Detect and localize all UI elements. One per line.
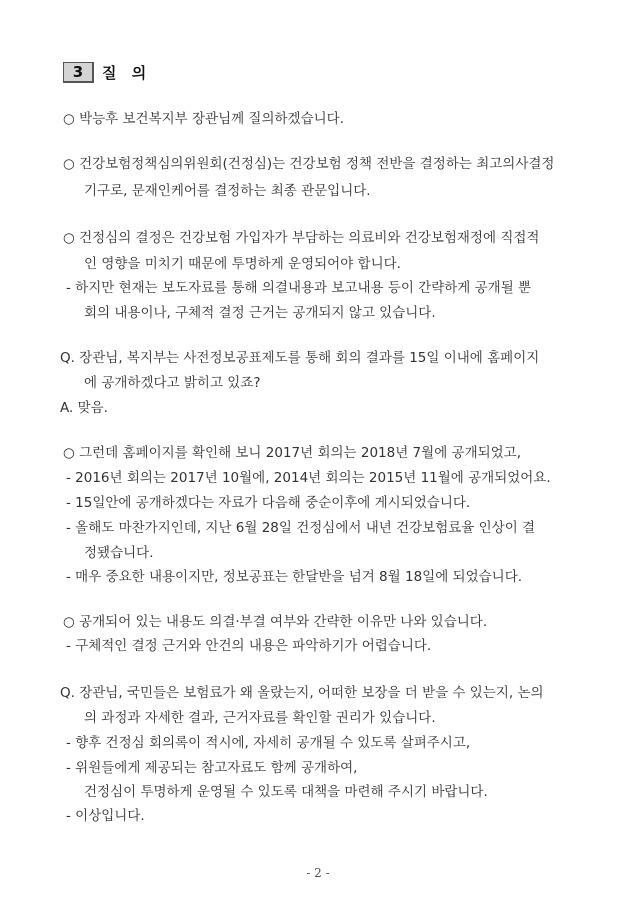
text-line: - 2016년 회의는 2017년 10월에, 2014년 회의는 2015년 11월에 공개되었어요.: [66, 470, 551, 486]
text-line: ○ 그런데 홈페이지를 확인해 보니 2017년 회의는 2018년 7월에 공개되었고,: [63, 445, 522, 461]
text-line: - 하지만 현재는 보도자료를 통해 의결내용과 보고내용 등이 간략하게 공개될 뿐: [66, 280, 532, 296]
text-line: 의 과정과 자세한 결과, 근거자료를 확인할 권리가 있습니다.: [84, 710, 436, 726]
text-line: - 15일안에 공개하겠다는 자료가 다음해 중순이후에 게시되었습니다.: [66, 495, 471, 511]
text-line: - 매우 중요한 내용이지만, 정보공표는 한달반을 넘겨 8월 18일에 되었습니다.: [66, 569, 523, 585]
text-line: ○ 박능후 보건복지부 장관님께 질의하겠습니다.: [63, 111, 345, 127]
text-line: 에 공개하겠다고 밝히고 있죠?: [84, 375, 261, 391]
text-line: Q. 장관님, 복지부는 사전정보공표제도를 통해 회의 결과를 15일 이내에 홈페이지: [60, 350, 540, 366]
text-line: 기구로, 문재인케어를 결정하는 최종 관문입니다.: [84, 183, 371, 199]
text-line: Q. 장관님, 국민들은 보험료가 왜 올랐는지, 어떠한 보장을 더 받을 수 있는지, 논의: [60, 685, 544, 701]
section-heading: [63, 62, 151, 83]
text-line: 정됐습니다.: [84, 545, 154, 561]
text-line: - 이상입니다.: [66, 808, 145, 824]
text-line: A. 맞음.: [60, 400, 108, 416]
text-line: - 올해도 마찬가지인데, 지난 6월 28일 건정심에서 내년 건강보험료율 인상이 결: [66, 520, 536, 536]
text-line: ○ 건정심의 결정은 건강보험 가입자가 부담하는 의료비와 건강보험재정에 직접적: [63, 230, 540, 246]
section-number-box: 3: [63, 62, 94, 83]
text-line: - 위원들에게 제공되는 참고자료도 함께 공개하여,: [66, 760, 358, 776]
text-line: ○ 건강보험정책심의위원회(건정심)는 건강보험 정책 전반을 결정하는 최고의사결정: [63, 156, 555, 172]
text-line: 인 영향을 미치기 때문에 투명하게 운영되어야 합니다.: [84, 256, 401, 272]
text-line: ○ 공개되어 있는 내용도 의결·부결 여부와 간략한 이유만 나와 있습니다.: [63, 614, 488, 630]
text-line: - 구체적인 결정 근거와 안건의 내용은 파악하기가 어렵습니다.: [66, 638, 432, 654]
text-line: - 향후 건정심 회의록이 적시에, 자세히 공개될 수 있도록 살펴주시고,: [66, 735, 471, 751]
text-line: 회의 내용이나, 구체적 결정 근거는 공개되지 않고 있습니다.: [84, 305, 436, 321]
page-number: - 2 -: [306, 866, 330, 880]
text-line: 건정심이 투명하게 운영될 수 있도록 대책을 마련해 주시기 바랍니다.: [84, 784, 488, 800]
section-title: 질 의: [102, 64, 152, 82]
